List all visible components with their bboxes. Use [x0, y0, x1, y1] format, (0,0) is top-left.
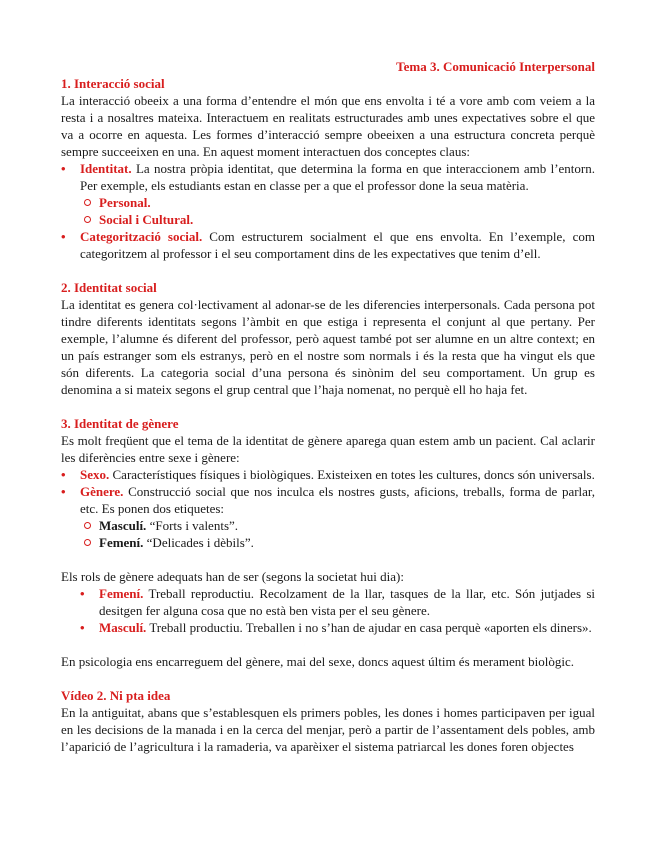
sub-list-item-term: Masculí. [99, 518, 147, 533]
section-1-list [61, 160, 595, 262]
sub-list-item [61, 534, 595, 551]
list-item-text: Característiques físiques i biològiques. Existeixen en totes les cultures, doncs són universals. [109, 467, 595, 482]
list-item-text: Treball productiu. Treballen i no s’han de ajudar en casa perquè «aporten els diners». [146, 620, 592, 635]
gender-roles-list [61, 585, 595, 636]
list-item [61, 585, 595, 619]
list-item-term: Femení. [99, 586, 144, 601]
section-3-list [61, 466, 595, 551]
section-3-body: Es molt freqüent que el tema de la identitat de gènere aparega quan estem amb un pacient. Cal aclarir les diferències entre sexe i gènere: [61, 433, 595, 465]
bullet-icon: • [61, 467, 66, 482]
circle-bullet-icon [84, 199, 91, 206]
list-item [61, 483, 595, 517]
list-item-term: Identitat. [80, 161, 132, 176]
sub-list-item-text: “Forts i valents”. [146, 518, 239, 533]
sub-list-item [61, 211, 595, 228]
sub-list-item [61, 517, 595, 534]
list-item [61, 160, 595, 194]
bullet-icon: • [80, 620, 85, 635]
list-item-term: Masculí. [99, 620, 147, 635]
bullet-icon: • [80, 586, 85, 601]
bullet-icon: • [61, 161, 66, 176]
page-header-title: Tema 3. Comunicació Interpersonal [396, 59, 595, 74]
section-2-body: La identitat es genera col·lectivament al adonar-se de les diferencies interpersonals. Cada persona pot tindre diferents identitats segons l’àmbit en que estiga i representa el conjunt al que pertany. Per exemple, l’alumne és diferent del professor, però aquest també pot ser alumne en un altre context; en un país estranger som els estranys, però en el nostre som normals i és la resta que ha vingut els que són diferents. La categoria social d’una persona és sinònim del seu comportament. Un grup es denomina a si mateix segons el grup central que l’haja nomenat, no perquè ell ho haja fet. [61, 297, 595, 397]
section-2-heading: 2. Identitat social [61, 280, 157, 295]
sub-list-item-term: Femení. [99, 535, 144, 550]
circle-bullet-icon [84, 539, 91, 546]
list-item-text: Treball reproductiu. Recolzament de la llar, tasques de la llar, etc. Són jutjades si desitgen fer alguna cosa que no està ben vista per el seu gènere. [99, 586, 595, 618]
section-4-body: En la antiguitat, abans que s’establesquen els primers pobles, les dones i homes participaven per igual en les decisions de la manada i en la cerca del menjar, però a partir de l’assentament dels pobles, amb l’aparició de l’agricultura i la ramaderia, va aparèixer el sistema patriarcal les dones foren objectes [61, 705, 595, 754]
list-item-term: Gènere. [80, 484, 124, 499]
document-page [61, 58, 595, 755]
sub-list-item [61, 194, 595, 211]
list-item-text: Com estructurem socialment el que ens envolta. En l’exemple, com categoritzem al professor i el seu comportament dins de les expectatives que tenim d’ell. [80, 229, 595, 261]
list-item [61, 228, 595, 262]
gender-roles-intro: Els rols de gènere adequats han de ser (segons la societat hui dia): [61, 569, 404, 584]
list-item-text: La nostra pròpia identitat, que determina la forma en que interaccionem amb l’entorn. Per exemple, els estudiants estan en classe per a que el professor done la seua matèria. [80, 161, 595, 193]
bullet-icon: • [61, 484, 66, 499]
bullet-icon: • [61, 229, 66, 244]
sub-list-item-text: “Delicades i dèbils”. [143, 535, 254, 550]
section-3-heading: 3. Identitat de gènere [61, 416, 179, 431]
list-item-text: Construcció social que nos inculca els nostres gusts, aficions, treballs, forma de parlar, etc. Es ponen dos etiquetes: [80, 484, 595, 516]
circle-bullet-icon [84, 216, 91, 223]
section-1-heading: 1. Interacció social [61, 76, 165, 91]
list-item [61, 619, 595, 636]
list-item [61, 466, 595, 483]
section-3-closing: En psicologia ens encarreguem del gènere, mai del sexe, doncs aquest últim és merament biològic. [61, 654, 574, 669]
circle-bullet-icon [84, 522, 91, 529]
section-4-heading: Vídeo 2. Ni pta idea [61, 688, 171, 703]
section-1-body: La interacció obeeix a una forma d’entendre el món que ens envolta i té a vore amb com veiem a la resta i a nosaltres mateixa. Interactuem en realitats estructurades amb unes expectatives sobre el que va a ocorre en aquesta. Les formes d’interacció sempre obeeixen a una estructura concreta perquè sempre succeeixen en una. En aquest moment interactuen dos conceptes claus: [61, 93, 595, 159]
sub-list-item-text: Personal. [99, 195, 151, 210]
sub-list-item-text: Social i Cultural. [99, 212, 194, 227]
list-item-term: Sexo. [80, 467, 110, 482]
list-item-term: Categorització social. [80, 229, 203, 244]
